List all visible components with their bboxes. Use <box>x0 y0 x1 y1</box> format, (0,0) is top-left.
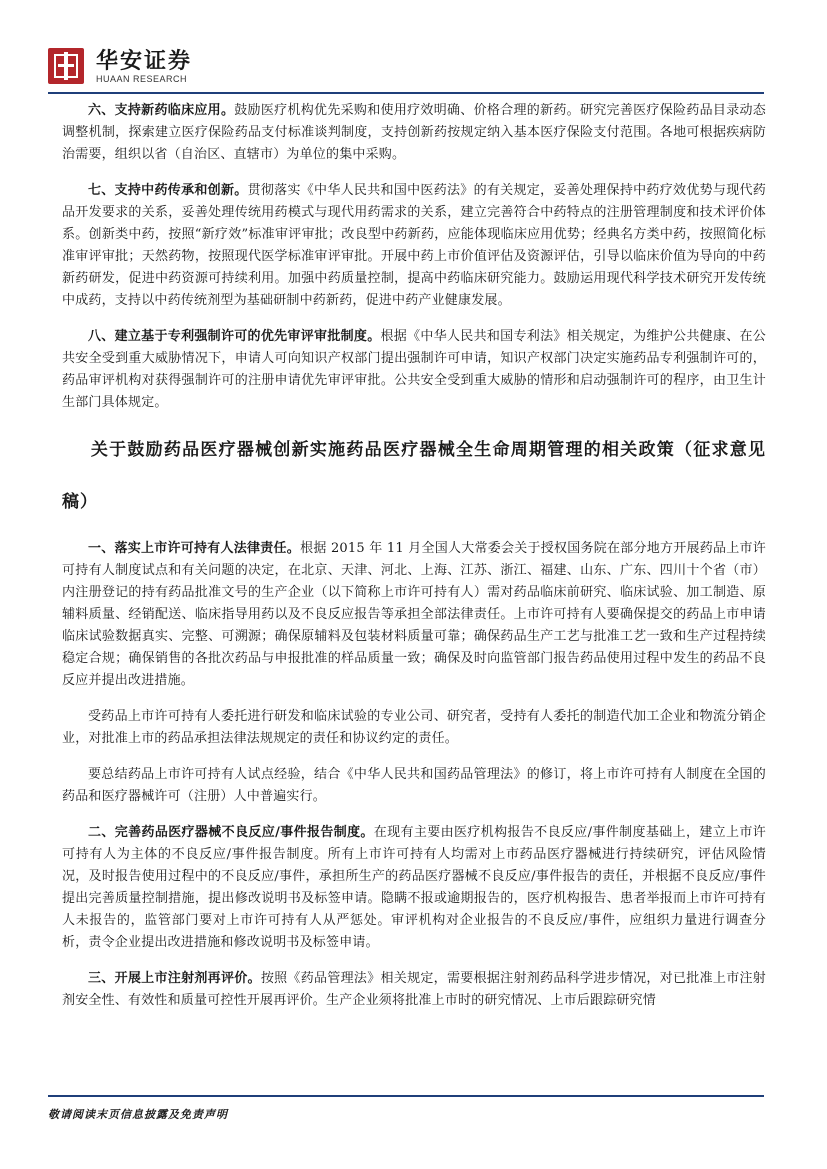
item-1-paragraph-3: 要总结药品上市许可持有人试点经验，结合《中华人民共和国药品管理法》的修订，将上市许可持有人制度在全国的药品和医疗器械许可（注册）人中普遍实行。 <box>62 767 766 804</box>
item-2-title: 二、完善药品医疗器械不良反应/事件报告制度。 <box>88 825 374 840</box>
item-3-title: 三、开展上市注射剂再评价。 <box>88 971 261 986</box>
item-1-body: 根据 2015 年 11 月全国人大常委会关于授权国务院在部分地方开展药品上市许可持有人制度试点和有关问题的决定，在北京、天津、河北、上海、江苏、浙江、福建、山东、广东、四川十个省（市）内注册登记的持有药品批准文号的生产企业（以下简称上市许可持有人）需对药品临床前研究、临床试验、加工制造、原辅料质量、经销配送、临床指导用药以及不良反应报告等承担全部法律责任。上市许可持有人要确保提交的药品上市申请临床试验数据真实、完整、可溯源；确保原辅料及包装材料质量可靠；确保药品生产工艺与批准工艺一致和生产过程持续稳定合规；确保销售的各批次药品与申报批准的样品质量一致；确保及时向监管部门报告药品使用过程中发生的药品不良反应并提出改进措施。 <box>62 541 766 688</box>
item-3-body: 按照《药品管理法》相关规定，需要根据注射剂药品科学进步情况，对已批准上市注射剂安全性、有效性和质量可控性开展再评价。生产企业须将批准上市时的研究情况、上市后跟踪研究情 <box>62 971 766 1008</box>
footer-divider <box>48 1095 764 1097</box>
item-1-paragraph <box>62 538 766 692</box>
section-6-paragraph <box>62 100 766 166</box>
main-content <box>62 100 766 1012</box>
section-6-body: 鼓励医疗机构优先采购和使用疗效明确、价格合理的新药。研究完善医疗保险药品目录动态调整机制，探索建立医疗保险药品支付标准谈判制度，支持创新药按规定纳入基本医疗保险支付范围。各地可根据疾病防治需要，组织以省（自治区、直辖市）为单位的集中采购。 <box>62 103 766 162</box>
item-1-title: 一、落实上市许可持有人法律责任。 <box>88 541 301 556</box>
item-3-paragraph <box>62 968 766 1012</box>
section-8-paragraph <box>62 326 766 414</box>
section-8-title: 八、建立基于专利强制许可的优先审评审批制度。 <box>88 329 381 344</box>
section-6-title: 六、支持新药临床应用。 <box>88 103 235 118</box>
page-header <box>48 44 788 94</box>
section-7-body: 贯彻落实《中华人民共和国中医药法》的有关规定，妥善处理保持中药疗效优势与现代药品开发要求的关系，妥善处理传统用药模式与现代用药需求的关系，建立完善符合中药特点的注册管理制度和技术评价体系。创新类中药，按照“新疗效”标准审评审批；改良型中药新药，应能体现临床应用优势；经典名方类中药，按照简化标准审评审批；天然药物，按照现代医学标准审评审批。开展中药上市价值评估及资源评估，引导以临床价值为导向的中药新药研发，促进中药资源可持续利用。加强中药质量控制，提高中药临床研究能力。鼓励运用现代科学技术研究开发传统中成药，支持以中药传统剂型为基础研制中药新药，促进中药产业健康发展。 <box>62 183 766 308</box>
section-8-body: 根据《中华人民共和国专利法》相关规定，为维护公共健康、在公共安全受到重大威胁情况下，申请人可向知识产权部门提出强制许可申请，知识产权部门决定实施药品专利强制许可的，药品审评机构对获得强制许可的注册申请优先审评审批。公共安全受到重大威胁的情形和启动强制许可的程序，由卫生计生部门具体规定。 <box>62 329 766 410</box>
header-divider <box>48 92 764 94</box>
section-7-paragraph <box>62 180 766 312</box>
section-7-title: 七、支持中药传承和创新。 <box>88 183 248 198</box>
huaan-logo-icon <box>48 48 84 84</box>
item-2-body: 在现有主要由医疗机构报告不良反应/事件制度基础上，建立上市许可持有人为主体的不良反应/事件报告制度。所有上市许可持有人均需对上市药品医疗器械进行持续研究，评估风险情况，及时报告使用过程中的不良反应/事件，承担所生产的药品医疗器械不良反应/事件报告的责任，并根据不良反应/事件提出完善质量控制措施，提出修改说明书及标签申请。隐瞒不报或逾期报告的，医疗机构报告、患者举报而上市许可持有人未报告的，监管部门要对上市许可持有人从严惩处。审评机构对企业报告的不良反应/事件，应组织力量进行调查分析，责令企业提出改进措施和修改说明书及标签申请。 <box>62 825 766 950</box>
document-heading: 关于鼓励药品医疗器械创新实施药品医疗器械全生命周期管理的相关政策（征求意见稿） <box>62 440 766 512</box>
brand-name-en: HUAAN RESEARCH <box>96 74 188 84</box>
item-1-paragraph-2: 受药品上市许可持有人委托进行研发和临床试验的专业公司、研究者，受持有人委托的制造代加工企业和物流分销企业，对批准上市的药品承担法律法规规定的责任和协议约定的责任。 <box>62 709 766 746</box>
brand-name-cn: 华安证券 <box>96 48 193 74</box>
footer-disclaimer: 敬请阅读末页信息披露及免责声明 <box>48 1108 228 1121</box>
item-2-paragraph <box>62 822 766 954</box>
